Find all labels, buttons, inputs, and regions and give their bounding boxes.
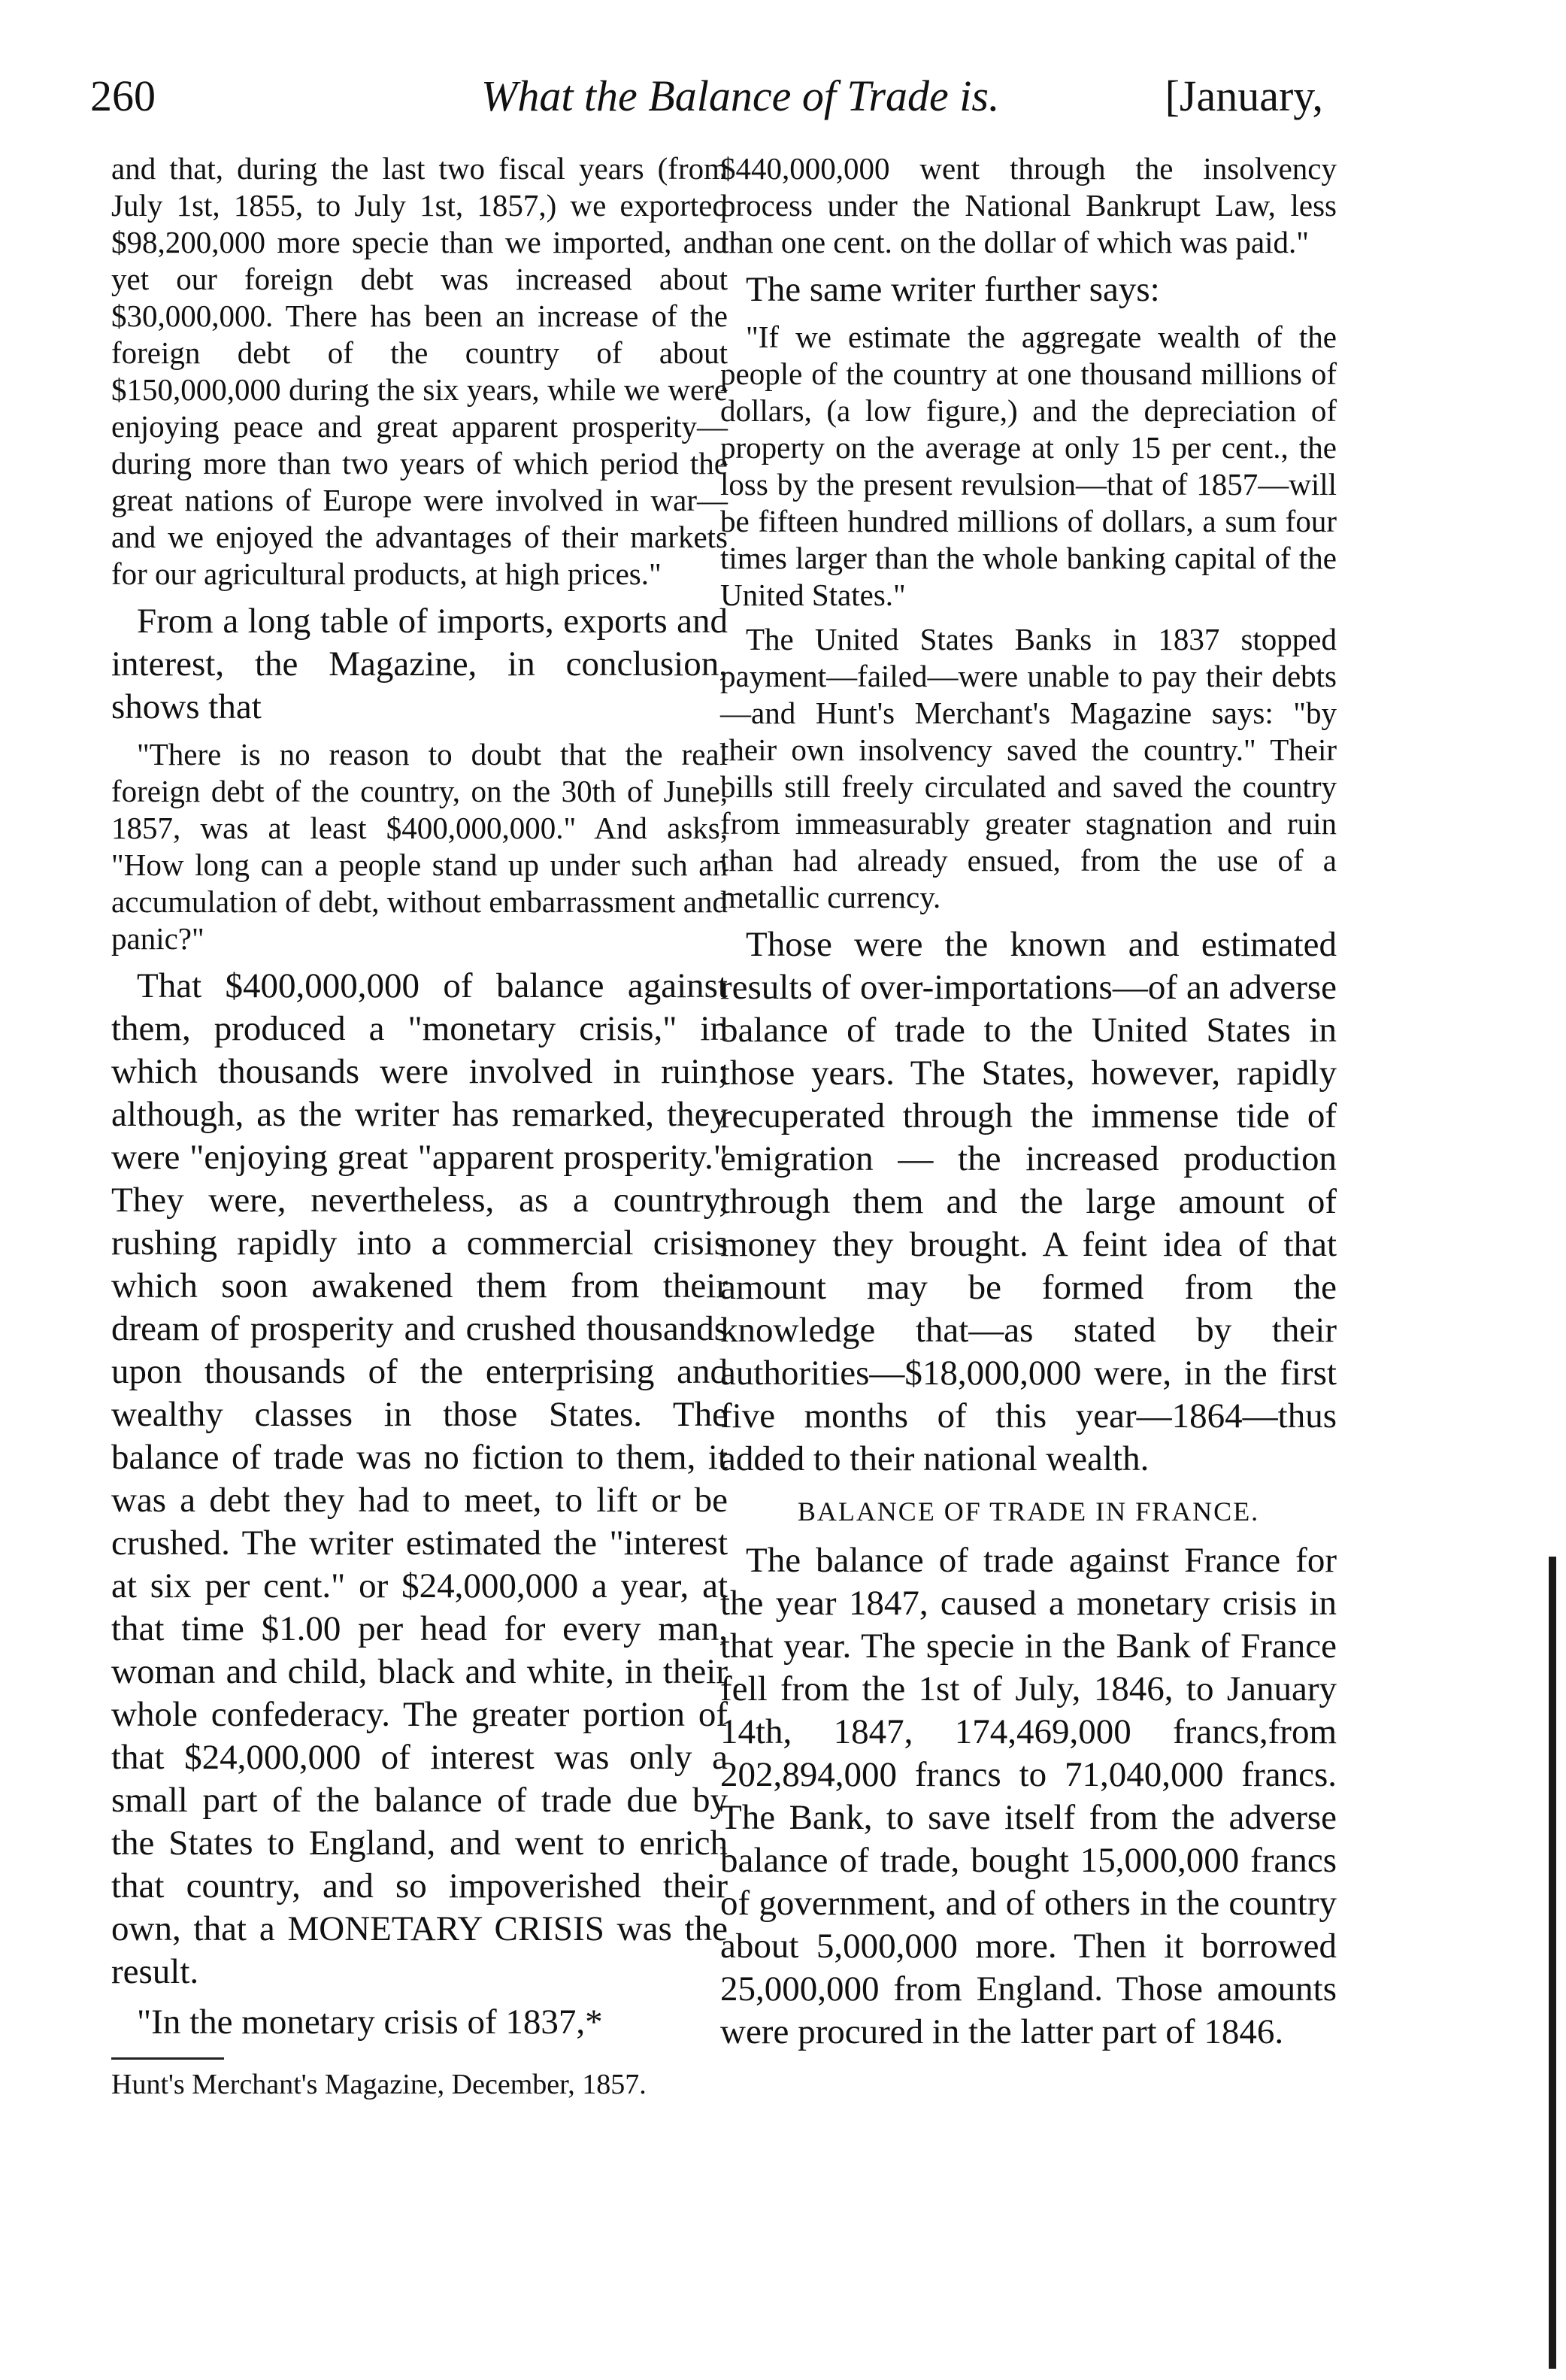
section-heading: BALANCE OF TRADE IN FRANCE.: [797, 1496, 1260, 1527]
right-paragraph-1: $440,000,000 went through the insolvency process under the National Bankrupt Law, less than one cent. on the dollar of which was paid.": [720, 151, 1337, 259]
left-paragraph-3: "There is no reason to doubt that the real foreign debt of the country, on the 30th of June, 1857, was at least $400,000,000." And asks, "How long can a people stand up under such an accumulation of debt, without embarrassment and panic?": [111, 737, 728, 956]
running-title: What the Balance of Trade is.: [481, 71, 1000, 120]
header-month: [January,: [1165, 71, 1323, 120]
page-number: 260: [90, 71, 156, 120]
left-paragraph-2: From a long table of imports, exports and interest, the Magazine, in conclusion, shows that: [111, 602, 728, 726]
footnote: Hunt's Merchant's Magazine, December, 1857.: [111, 2069, 647, 2100]
page-header: [90, 66, 1323, 126]
left-paragraph-4: That $400,000,000 of balance against them, produced a "monetary crisis," in which thousands were involved in ruin; although, as the writer has remarked, they were "enjoying great "apparent prosperity." They were, nevertheless, as a country, rushing rapidly into a commercial crisis which soon awakened them from their dream of prosperity and crushed thousands upon thousands of the enterprising and wealthy classes in those States. The balance of trade was no fiction to them, it was a debt they had to meet, to lift or be crushed. The writer estimated the "interest at six per cent." or $24,000,000 a year, at that time $1.00 per head for every man, woman and child, black and white, in their whole confederacy. The greater portion of that $24,000,000 of interest was only a small part of the balance of trade due by the States to England, and went to enrich that country, and so impoverished their own, that a MONETARY CRISIS was the result.: [111, 966, 728, 1991]
left-column: [111, 150, 728, 2102]
right-paragraph-2: The same writer further says:: [746, 270, 1160, 309]
footnote-rule: [111, 2057, 224, 2060]
left-paragraph-5: "In the monetary crisis of 1837,*: [137, 2003, 603, 2042]
page-edge-shadow: [1549, 1557, 1556, 2369]
right-paragraph-5: Those were the known and estimated results of over-importations—of an adverse balance of trade to the United States in those years. The States, however, rapidly recuperated through the immense tide of emigration — the increased production through them and the large amount of money they brought. A feint idea of that amount may be formed from the knowledge that—as stated by their authorities—$18,000,000 were, in the first five months of this year—1864—thus added to their national wealth.: [720, 925, 1337, 1478]
left-paragraph-1: and that, during the last two fiscal years (from July 1st, 1855, to July 1st, 1857,) we exported $98,200,000 more specie than we imported, and yet our foreign debt was increased about $30,000,000. There has been an increase of the foreign debt of the country of about $150,000,000 during the six years, while we were enjoying peace and great apparent prosperity—during more than two years of which period the great nations of Europe were involved in war—and we enjoyed the advantages of their markets for our agricultural products, at high prices.": [111, 151, 728, 591]
right-column: [720, 150, 1337, 2061]
right-paragraph-6: The balance of trade against France for the year 1847, caused a monetary crisis in that year. The specie in the Bank of France fell from the 1st of July, 1846, to January 14th, 1847, 174,469,000 francs,from 202,894,000 francs to 71,040,000 francs. The Bank, to save itself from the adverse balance of trade, bought 15,000,000 francs of government, and of others in the country about 5,000,000 more. Then it borrowed 25,000,000 from England. Those amounts were procured in the latter part of 1846.: [720, 1541, 1337, 2051]
right-paragraph-3: "If we estimate the aggregate wealth of the people of the country at one thousand millions of dollars, (a low figure,) and the depreciation of property on the average at only 15 per cent., the loss by the present revulsion—that of 1857—will be fifteen hundred millions of dollars, a sum four times larger than the whole banking capital of the United States.": [720, 320, 1337, 612]
right-paragraph-4: The United States Banks in 1837 stopped payment—failed—were unable to pay their debts—and Hunt's Merchant's Magazine says: "by their own insolvency saved the country." Their bills still freely circulated and saved the country from immeasurably greater stagnation and ruin than had already ensued, from the use of a metallic currency.: [720, 622, 1337, 914]
